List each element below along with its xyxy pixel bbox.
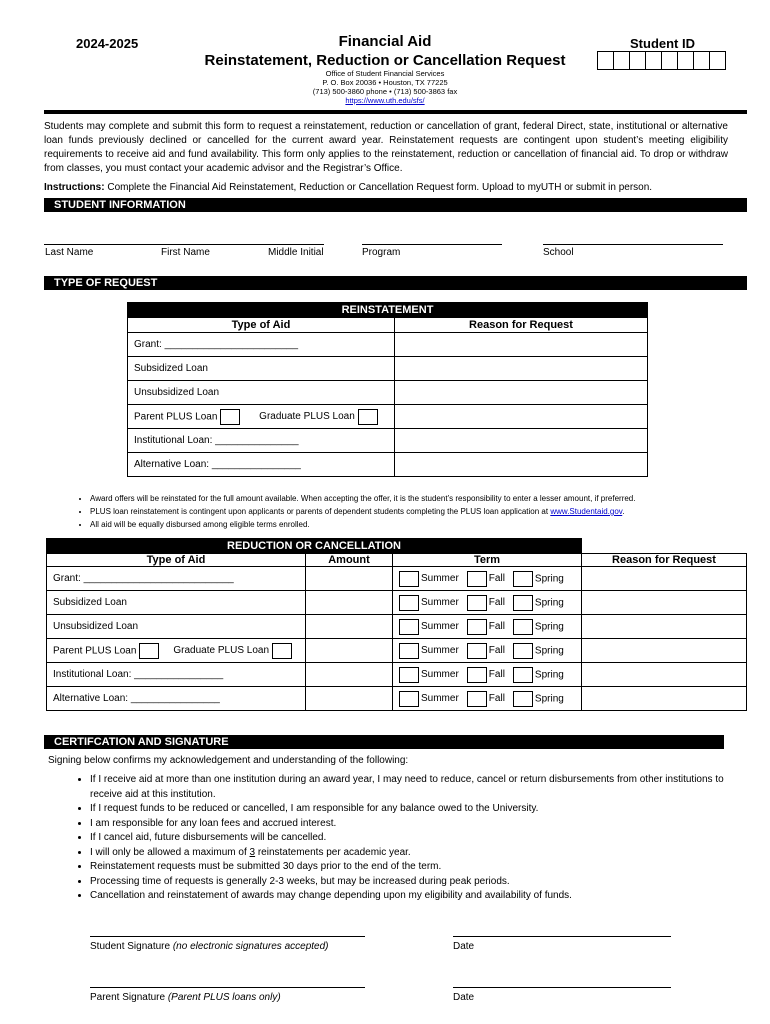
summer-checkbox[interactable]	[399, 595, 419, 611]
term-options: Summer Fall Spring	[393, 663, 582, 687]
reinst-unsubsidized: Unsubsidized Loan	[128, 381, 395, 405]
spring-checkbox[interactable]	[513, 667, 533, 683]
red-subsidized: Subsidized Loan	[47, 591, 306, 615]
cert-item: • If I receive aid at more than one institution during an award year, I may need to reduce, cancel or return disbursements from other institutions to receive aid at this institution.	[90, 773, 726, 802]
note-item: • All aid will be equally disbursed among eligible terms enrolled.	[90, 518, 726, 531]
reinst-parent-plus-label: Parent PLUS Loan	[134, 411, 218, 423]
red-amount[interactable]	[306, 615, 393, 639]
fall-checkbox[interactable]	[467, 667, 487, 683]
reinst-institutional[interactable]: Institutional Loan: _______________	[128, 429, 395, 453]
reinst-alternative-reason[interactable]	[395, 453, 648, 477]
reinstatement-table	[127, 302, 648, 477]
award-year: 2024-2025	[76, 36, 139, 51]
spring-checkbox[interactable]	[513, 643, 533, 659]
red-parent-plus-checkbox[interactable]	[139, 643, 159, 659]
reinst-grad-plus-label: Graduate PLUS Loan	[259, 411, 355, 423]
parent-date-label: Date	[453, 992, 475, 1003]
red-col-reason: Reason for Request	[582, 554, 747, 567]
student-signature-label: Student Signature (no electronic signatures accepted)	[90, 941, 329, 952]
instructions	[44, 182, 652, 193]
red-amount[interactable]	[306, 591, 393, 615]
cert-item: • I am responsible for any loan fees and accrued interest.	[90, 817, 726, 832]
term-options: Summer Fall Spring	[393, 591, 582, 615]
intro-paragraph: Students may complete and submit this form to request a reinstatement, reduction or cancellation of grant, federal Direct, state, institutional or alternative loan funds previously declined or cancelled for the current award year. Reinstatement requests are contingent upon student’s meeting eligibility requirements to receive aid and fund availability. This form only applies to the reinstatement, reduction or cancellation of financial aid. To drop or withdraw from classes, you must contact your academic advisor and the Registrar’s Office.	[44, 121, 728, 174]
first-name-label: First Name	[161, 247, 210, 258]
office-name: Office of Student Financial Services	[325, 69, 445, 78]
form-title: Financial Aid	[338, 33, 432, 50]
fall-checkbox[interactable]	[467, 571, 487, 587]
red-reason[interactable]	[582, 615, 747, 639]
fall-checkbox[interactable]	[467, 619, 487, 635]
cert-item: • Cancellation and reinstatement of awards may change depending upon my eligibility and availability of funds.	[90, 889, 726, 904]
header-divider	[44, 110, 747, 114]
cert-item: • If I request funds to be reduced or cancelled, I am responsible for any balance owed to the University.	[90, 802, 726, 817]
student-id-label: Student ID	[630, 36, 695, 51]
office-info	[0, 69, 770, 105]
red-grad-plus-checkbox[interactable]	[272, 643, 292, 659]
studentaid-link[interactable]: www.Studentaid.gov	[550, 507, 623, 516]
student-signature-line[interactable]	[90, 936, 365, 937]
reinst-grant-reason[interactable]	[395, 333, 648, 357]
red-grad-plus-label: Graduate PLUS Loan	[173, 645, 270, 657]
cert-item: • I will only be allowed a maximum of 3 reinstatements per academic year.	[90, 846, 726, 861]
reinst-grad-plus-checkbox[interactable]	[358, 409, 378, 425]
parent-signature-line[interactable]	[90, 987, 365, 988]
red-reason[interactable]	[582, 567, 747, 591]
term-options: Summer Fall Spring	[393, 639, 582, 663]
reinst-grant[interactable]: Grant: ________________________	[128, 333, 395, 357]
cert-item: • If I cancel aid, future disbursements will be cancelled.	[90, 831, 726, 846]
reinst-parent-plus-checkbox[interactable]	[220, 409, 240, 425]
red-amount[interactable]	[306, 663, 393, 687]
certification-list	[66, 773, 726, 904]
red-amount[interactable]	[306, 687, 393, 711]
school-line[interactable]	[543, 244, 723, 245]
reinst-plus-reason[interactable]	[395, 405, 648, 429]
red-reason[interactable]	[582, 639, 747, 663]
office-address: P. O. Box 20036 • Houston, TX 77225	[322, 78, 448, 87]
term-options: Summer Fall Spring	[393, 687, 582, 711]
term-options: Summer Fall Spring	[393, 567, 582, 591]
last-name-label: Last Name	[45, 247, 94, 258]
office-url-link[interactable]: https://www.uth.edu/sfs/	[345, 96, 425, 105]
red-reason[interactable]	[582, 687, 747, 711]
reduction-heading: REDUCTION OR CANCELLATION	[47, 539, 582, 554]
reinst-plus-cell	[128, 405, 395, 429]
instructions-label: Instructions:	[44, 182, 105, 193]
reinst-subsidized: Subsidized Loan	[128, 357, 395, 381]
spring-checkbox[interactable]	[513, 571, 533, 587]
red-amount[interactable]	[306, 567, 393, 591]
reinst-alternative[interactable]: Alternative Loan: ________________	[128, 453, 395, 477]
instructions-text: Complete the Financial Aid Reinstatement, Reduction or Cancellation Request form. Upload to myUTH or submit in person.	[107, 182, 653, 193]
red-col-type: Type of Aid	[47, 554, 306, 567]
red-reason[interactable]	[582, 591, 747, 615]
red-alternative[interactable]: Alternative Loan: ________________	[47, 687, 306, 711]
summer-checkbox[interactable]	[399, 619, 419, 635]
form-subtitle: Reinstatement, Reduction or Cancellation Request	[204, 52, 566, 69]
red-col-term: Term	[393, 554, 582, 567]
student-id-input[interactable]	[597, 51, 726, 70]
spring-checkbox[interactable]	[513, 691, 533, 707]
fall-checkbox[interactable]	[467, 643, 487, 659]
col-type-of-aid: Type of Aid	[128, 318, 395, 333]
student-date-label: Date	[453, 941, 475, 952]
red-grant[interactable]: Grant: ___________________________	[47, 567, 306, 591]
term-options: Summer Fall Spring	[393, 615, 582, 639]
cert-item: • Reinstatement requests must be submitted 30 days prior to the end of the term.	[90, 860, 726, 875]
reduction-table	[46, 538, 747, 711]
red-unsubsidized: Unsubsidized Loan	[47, 615, 306, 639]
reinst-institutional-reason[interactable]	[395, 429, 648, 453]
reinst-unsubsidized-reason[interactable]	[395, 381, 648, 405]
spring-checkbox[interactable]	[513, 595, 533, 611]
reinst-subsidized-reason[interactable]	[395, 357, 648, 381]
col-reason: Reason for Request	[395, 318, 648, 333]
parent-signature-label: Parent Signature (Parent PLUS loans only)	[90, 992, 281, 1003]
student-info-heading: STUDENT INFORMATION	[44, 198, 747, 212]
red-reason[interactable]	[582, 663, 747, 687]
name-line[interactable]	[44, 244, 324, 245]
cert-item: • Processing time of requests is generally 2-3 weeks, but may be increased during peak periods.	[90, 875, 726, 890]
red-plus-cell	[47, 639, 306, 663]
note-item: • PLUS loan reinstatement is contingent upon applicants or parents of dependent students completing the PLUS loan application at www.Studentaid.gov.	[90, 505, 726, 518]
red-institutional[interactable]: Institutional Loan: ________________	[47, 663, 306, 687]
red-parent-plus-label: Parent PLUS Loan	[53, 645, 137, 657]
parent-date-line[interactable]	[453, 987, 671, 988]
student-date-line[interactable]	[453, 936, 671, 937]
summer-checkbox[interactable]	[399, 571, 419, 587]
reinstatement-heading: REINSTATEMENT	[128, 303, 648, 318]
summer-checkbox[interactable]	[399, 667, 419, 683]
fall-checkbox[interactable]	[467, 595, 487, 611]
certification-heading: CERTIFCATION AND SIGNATURE	[44, 735, 724, 749]
note-item: • Award offers will be reinstated for the full amount available. When accepting the offer, it is the student’s responsibility to enter a lesser amount, if preferred.	[90, 492, 726, 505]
program-label: Program	[362, 247, 401, 258]
red-col-amount: Amount	[306, 554, 393, 567]
certification-intro: Signing below confirms my acknowledgement and understanding of the following:	[48, 755, 409, 766]
red-amount[interactable]	[306, 639, 393, 663]
summer-checkbox[interactable]	[399, 691, 419, 707]
type-of-request-heading: TYPE OF REQUEST	[44, 276, 747, 290]
summer-checkbox[interactable]	[399, 643, 419, 659]
spring-checkbox[interactable]	[513, 619, 533, 635]
fall-checkbox[interactable]	[467, 691, 487, 707]
school-label: School	[543, 247, 574, 258]
program-line[interactable]	[362, 244, 502, 245]
reinstatement-notes	[66, 492, 726, 531]
middle-initial-label: Middle Initial	[268, 247, 324, 258]
office-phone: (713) 500-3860 phone • (713) 500-3863 fax	[312, 87, 458, 96]
